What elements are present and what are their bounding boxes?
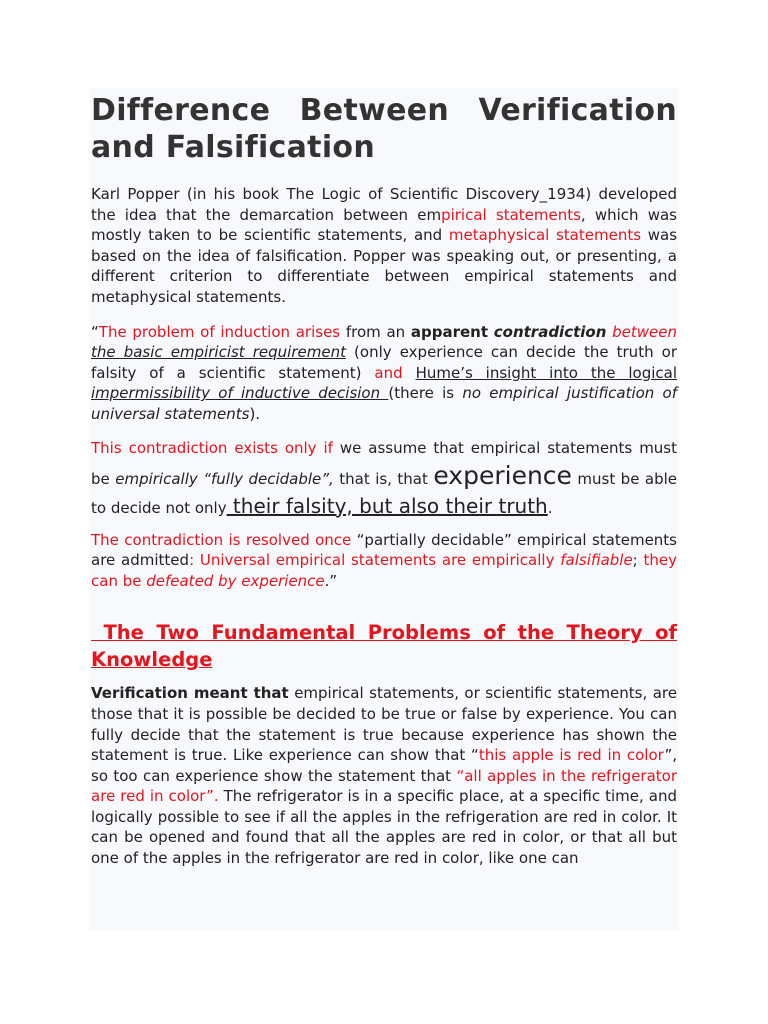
text-span: (there is <box>388 384 463 403</box>
verification-paragraph <box>91 683 677 868</box>
highlight-all-apples: “all apples in the refrigerator are red in color”. <box>91 766 678 806</box>
text-span: from an <box>340 322 411 341</box>
text-span: ). <box>249 404 261 423</box>
underlined-falsity-truth: their falsity, but also their truth <box>226 493 548 518</box>
text-span: The refrigerator is in a specific place, at a specific time, and logically possible to see if all the apples in the refrigeration are red in color. It can be opened and found that all the apples are red in color, or that all but one of the apples in the refrigerator are red in color, like one can <box>91 787 677 868</box>
text-span: Karl Popper (in his book The Logic of Scientific Discovery_1934) developed the idea that the demarcation between em <box>91 185 677 224</box>
section-heading-text: The Two Fundamental Problems of the Theory of Knowledge <box>91 621 678 672</box>
highlight-apple: this apple is red in color <box>478 746 665 765</box>
highlight-metaphysical: metaphysical statements <box>448 226 642 245</box>
underlined-impermissibility: impermissibility of inductive decision <box>91 384 381 403</box>
bold-apparent: apparent <box>410 322 489 341</box>
highlight-and: and <box>374 363 403 382</box>
text-span: , which was mostly taken to be scientific statements, and <box>91 205 677 245</box>
text-span: was based on the idea of falsification. Popper was speaking out, or presenting, a different criterion to differentiate between empirical statements and metaphysical statements. <box>91 226 678 306</box>
highlight-falsifiable: falsifiable <box>560 551 633 570</box>
text-span: empirical statements, or scientific statements, are those that it is possible be decided to be true or false by experience. You can fully decide that the statement is true because experience has shown the statement is true. Like experience can show that “ <box>91 684 677 765</box>
highlight-defeated: defeated by experience <box>146 571 325 590</box>
text-span <box>403 364 416 382</box>
contradiction-paragraph <box>91 435 677 522</box>
text-span: must be able to decide not only <box>91 469 678 517</box>
underlined-humes-insight: Hume’s insight into the logical <box>415 363 677 382</box>
large-experience: experience <box>433 460 572 490</box>
resolution-paragraph <box>91 530 677 592</box>
bold-verification: Verification meant that <box>91 684 289 703</box>
text-span: “partially decidable” empirical statements are admitted <box>91 530 677 570</box>
highlight-universal: : Universal empirical statements are empirically <box>189 551 561 570</box>
underlined-requirement: the basic empiricist requirement <box>91 343 346 362</box>
text-span: that is, that <box>333 469 434 488</box>
document-body <box>91 92 677 879</box>
italic-justification: no empirical justification of universal statements <box>91 384 677 423</box>
section-heading <box>91 619 677 673</box>
italic-fully-decidable: empirically “fully decidable”, <box>115 469 334 488</box>
quote-paragraph <box>91 322 677 425</box>
text-span: .” <box>324 571 338 590</box>
bold-italic-contradiction: contradiction <box>493 322 607 341</box>
highlight-they-can-be: they can be <box>91 551 678 590</box>
highlight-contradiction-exists: This contradiction exists only if <box>91 438 333 457</box>
highlight-empirical: pirical statements <box>441 205 581 224</box>
text-span: (only experience can decide the truth or falsity of a scientific statement) <box>91 343 677 382</box>
highlight-resolved: The contradiction is resolved once <box>91 530 352 549</box>
intro-paragraph <box>91 184 677 308</box>
text-span: ”, so too can experience show the statement that <box>91 746 677 785</box>
text-span: . <box>547 498 553 517</box>
highlight-induction: The problem of induction arises <box>98 322 341 341</box>
highlight-between: between <box>612 322 677 341</box>
page-title: Difference Between Verification and Falsification <box>91 93 677 165</box>
text-span: ; <box>632 551 644 570</box>
text-span: we assume that empirical statements must be <box>91 438 678 488</box>
text-span: “ <box>91 322 99 341</box>
